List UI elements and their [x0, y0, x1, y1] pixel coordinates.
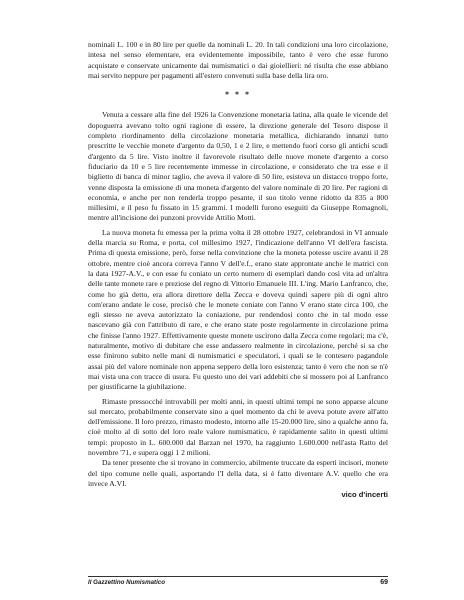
paragraph-market: Rimaste pressocché introvabili per molti anni, in questi ultimi tempi ne sono apparse alcune sul mercato, probabilmente conservate sino a quel momento da chi le aveva potute avere all'atto dell'emissione. Il loro prezzo, rimasto modesto, intorno alle 15-20.000 lire, sino a qualche anno fa, cioè molto al di sotto del loro reale valore numismatico, è rapidamente salito in questi ultimi tempi: proposto in L. 600.000 dal Barzan nel 1970, ha raggiunto 1.600.000 nell'asta Ratto del novembre '71, e supera oggi 1 2 milioni.	[88, 396, 388, 457]
paragraph-intro: nominali L. 100 e in 80 lire per quelle da nominali L. 20. In tali condizioni una loro circolazione, intesa nel senso elementare, era evidentemente impossibile, tanto è vero che esse furono acquistate e conservate unicamente dai numismatici o dai gioiellieri: né risulta che esse abbiano mai servito neppure per pagamenti all'estero convenuti sulla base della lira oro.	[88, 40, 388, 80]
page-number: 69	[380, 579, 388, 586]
paragraph-new-coin: La nuova moneta fu emessa per la prima volta il 28 ottobre 1927, celebrandosi in VI annuale della marcia su Roma, e porta, col millesimo 1927, l'indicazione dell'anno VI dell'era fascista. Prima di questa emissione, però, forse nella convinzione che la moneta potesse uscire avanti il 28 ottobre, mentre cioè ancora correva l'anno V dell'e.f., erano state approntate anche le matrici con la data 1927-A.V., e con esse fu coniato un certo numero di esemplari dando così vita ad un'altra delle tante monete rare e preziose del regno di Vittorio Emanuele III. L'ing. Mario Lanfranco, che, come ho già detto, era allora direttore della Zecca e doveva quindi sapere più di ogni altro com'erano andate le cose, precisò che le monete coniate con l'anno V erano state circa 100, che egli stesso ne aveva autorizzato la coniazione, pur rendendosi conto che in tal modo esse nascevano già con l'attributo di rare, e che erano state poste regolarmente in circolazione prima che finisse l'anno 1927. Effettivamente queste monete uscirono dalla Zecca come regolari; ma c'è, naturalmente, motivo di dubitare che esse andassero realmente in circolazione, perché si sa che esse finirono subito nelle mani di numismatici e speculatori, i quali se le contesero pagandole assai più del valore nominale non appena seppero della loro esistenza; tanto è vero che non se n'è mai vista una con tracce di usura. Fu questo uno dei vari addebiti che si mossero poi al Lanfranco per giustificarne la giubilazione.	[88, 227, 388, 392]
author-signature: vico d'incerti	[341, 490, 388, 500]
paragraph-convention: Venuta a cessare alla fine del 1926 la Convenzione monetaria latina, alla quale le vicende del dopoguerra avevano tolto ogni ragione di essere, la direzione generale del Tesoro dispose il completo riordinamento della circolazione monetaria metallica, dichiarando innanzi tutto prescritte le vecchie monete d'argento da 0,50, 1 e 2 lire, e mettendo fuori corso gli antichi scudi d'argento da 5 lire. Visto inoltre il favorevole risultato delle nuove monete d'argento a corso fiduciario da 10 e 5 lire recentemente immesse in circolazione, e considerato che tra esse e il biglietto di banca di minor taglio, che aveva il valore di 50 lire, esisteva un distacco troppo forte, venne disposta la emissione di una moneta d'argento del valore nominale di 20 lire. Per ragioni di economia, e anche per non renderla troppo pesante, il suo titolo venne ridotto da 835 a 800 millesimi, e il peso fu fissato in 15 grammi. I modelli furono eseguiti da Giuseppe Romagnoli, mentre all'incisione dei punzoni provvide Attilio Motti.	[88, 110, 388, 223]
journal-name: Il Gazzettino Numismatico	[88, 579, 166, 586]
text-column	[88, 40, 388, 500]
paragraph-forgeries: Da tener presente che si trovano in commercio, abilmente truccate da esperti incisori, monete del tipo comune nelle quali, asportando l'I della data, si è fatto diventare A.V. quello che era invece A.VI.	[88, 458, 388, 488]
section-separator: * * *	[225, 90, 251, 100]
footer-divider	[88, 576, 388, 577]
